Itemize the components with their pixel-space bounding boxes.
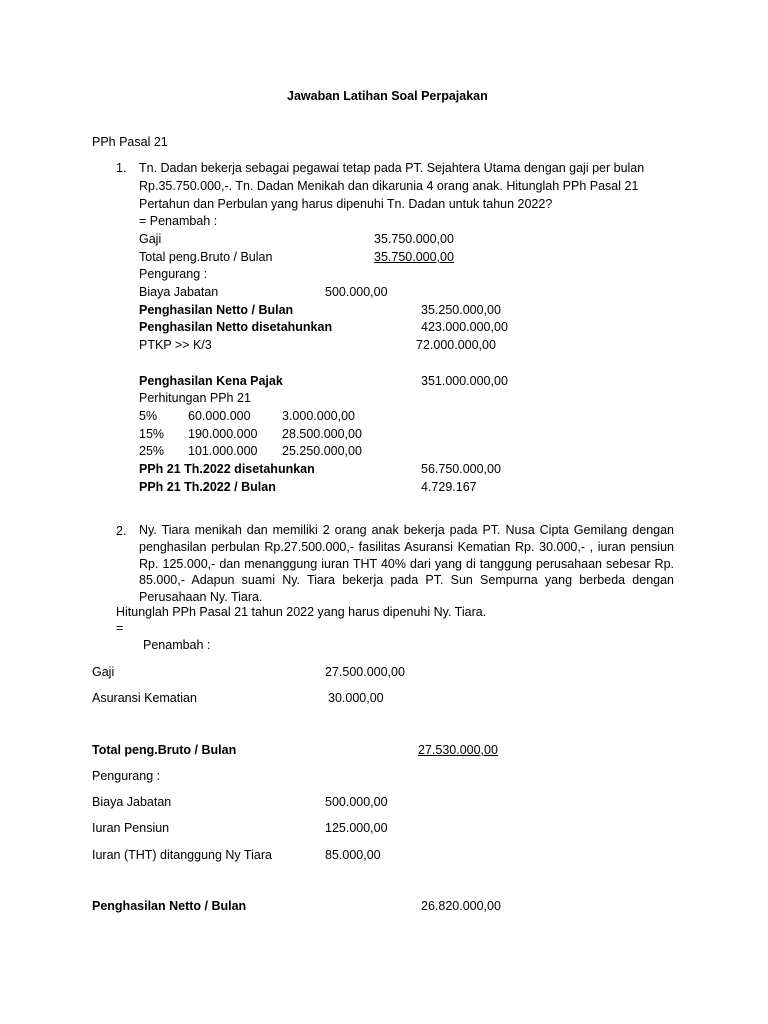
q1-bracket-tax: 28.500.000,00 (282, 427, 362, 441)
q2-penambah-label: Penambah : (143, 638, 211, 652)
q1-penambah-label: = Penambah : (139, 214, 218, 228)
q1-pph-tahun-label: PPh 21 Th.2022 disetahunkan (139, 462, 315, 476)
q1-bracket-rate: 15% (139, 427, 165, 441)
q2-iuran-pensiun-value: 125.000,00 (325, 821, 388, 835)
q2-iuran-tht-label: Iuran (THT) ditanggung Ny Tiara (92, 848, 272, 862)
q1-netto-bulan-value: 35.250.000,00 (421, 303, 501, 317)
q1-pph-tahun-value: 56.750.000,00 (421, 462, 501, 476)
q2-biaya-jabatan-label: Biaya Jabatan (92, 795, 172, 809)
q2-netto-bulan-label: Penghasilan Netto / Bulan (92, 899, 247, 913)
q1-pkp-value: 351.000.000,00 (421, 374, 508, 388)
q1-perhitungan-label: Perhitungan PPh 21 (139, 391, 251, 405)
q1-ptkp-value: 72.000.000,00 (416, 338, 496, 352)
q1-bracket-base: 190.000.000 (188, 427, 258, 441)
q2-iuran-pensiun-label: Iuran Pensiun (92, 821, 170, 835)
q2-equals: = (116, 621, 124, 635)
q2-number: 2. (116, 524, 127, 538)
q1-bracket-base: 101.000.000 (188, 444, 258, 458)
q1-number: 1. (116, 161, 127, 175)
q1-bracket-tax: 3.000.000,00 (282, 409, 355, 423)
q1-bracket-tax: 25.250.000,00 (282, 444, 362, 458)
q1-gaji-value: 35.750.000,00 (374, 232, 454, 246)
q1-text-line-2: Rp.35.750.000,-. Tn. Dadan Menikah dan dikarunia 4 orang anak. Hitunglah PPh Pasal 21 (139, 179, 639, 193)
q1-netto-bulan-label: Penghasilan Netto / Bulan (139, 303, 294, 317)
q2-asuransi-label: Asuransi Kematian (92, 691, 197, 705)
document-title: Jawaban Latihan Soal Perpajakan (287, 89, 488, 103)
q2-paragraph: Ny. Tiara menikah dan memiliki 2 orang anak bekerja pada PT. Nusa Cipta Gemilang dengan penghasilan perbulan Rp.27.500.000,- fasilitas Asuransi Kematian Rp. 30.000,- , iuran pensiun Rp. 125.000,- dan menanggung iuran THT 40% dari yang di tanggung perusahaan sebesar Rp. 85.000,- Adapun suami Ny. Tiara bekerja pada PT. Sun Sempurna yang berbeda dengan Perusahaan Ny. Tiara. (139, 523, 674, 605)
q1-bracket-rate: 25% (139, 444, 165, 458)
q1-netto-tahun-value: 423.000.000,00 (421, 320, 508, 334)
q1-bruto-label: Total peng.Bruto / Bulan (139, 250, 273, 264)
q1-bracket-rate: 5% (139, 409, 158, 423)
q1-text-line-3: Pertahun dan Perbulan yang harus dipenuhi Tn. Dadan untuk tahun 2022? (139, 197, 553, 211)
q1-biaya-jabatan-value: 500.000,00 (325, 285, 388, 299)
q2-asuransi-value: 30.000,00 (328, 691, 384, 705)
q1-bracket-base: 60.000.000 (188, 409, 251, 423)
q2-gaji-label: Gaji (92, 665, 115, 679)
q1-pkp-label: Penghasilan Kena Pajak (139, 374, 283, 388)
section-title: PPh Pasal 21 (92, 135, 168, 149)
q1-netto-tahun-label: Penghasilan Netto disetahunkan (139, 320, 333, 334)
q1-pph-bulan-label: PPh 21 Th.2022 / Bulan (139, 480, 276, 494)
q2-bruto-value: 27.530.000,00 (418, 743, 498, 757)
q1-gaji-label: Gaji (139, 232, 162, 246)
q2-biaya-jabatan-value: 500.000,00 (325, 795, 388, 809)
q2-gaji-value: 27.500.000,00 (325, 665, 405, 679)
q1-pengurang-label: Pengurang : (139, 267, 208, 281)
q1-ptkp-label: PTKP >> K/3 (139, 338, 212, 352)
q2-pengurang-label: Pengurang : (92, 769, 161, 783)
q2-bruto-label: Total peng.Bruto / Bulan (92, 743, 237, 757)
q2-iuran-tht-value: 85.000,00 (325, 848, 381, 862)
q1-bruto-value: 35.750.000,00 (374, 250, 454, 264)
q1-pph-bulan-value: 4.729.167 (421, 480, 477, 494)
q1-biaya-jabatan-label: Biaya Jabatan (139, 285, 219, 299)
q1-text-line-1: Tn. Dadan bekerja sebagai pegawai tetap pada PT. Sejahtera Utama dengan gaji per bulan (139, 161, 645, 175)
q2-question: Hitunglah PPh Pasal 21 tahun 2022 yang harus dipenuhi Ny. Tiara. (116, 605, 487, 619)
q2-netto-bulan-value: 26.820.000,00 (421, 899, 501, 913)
